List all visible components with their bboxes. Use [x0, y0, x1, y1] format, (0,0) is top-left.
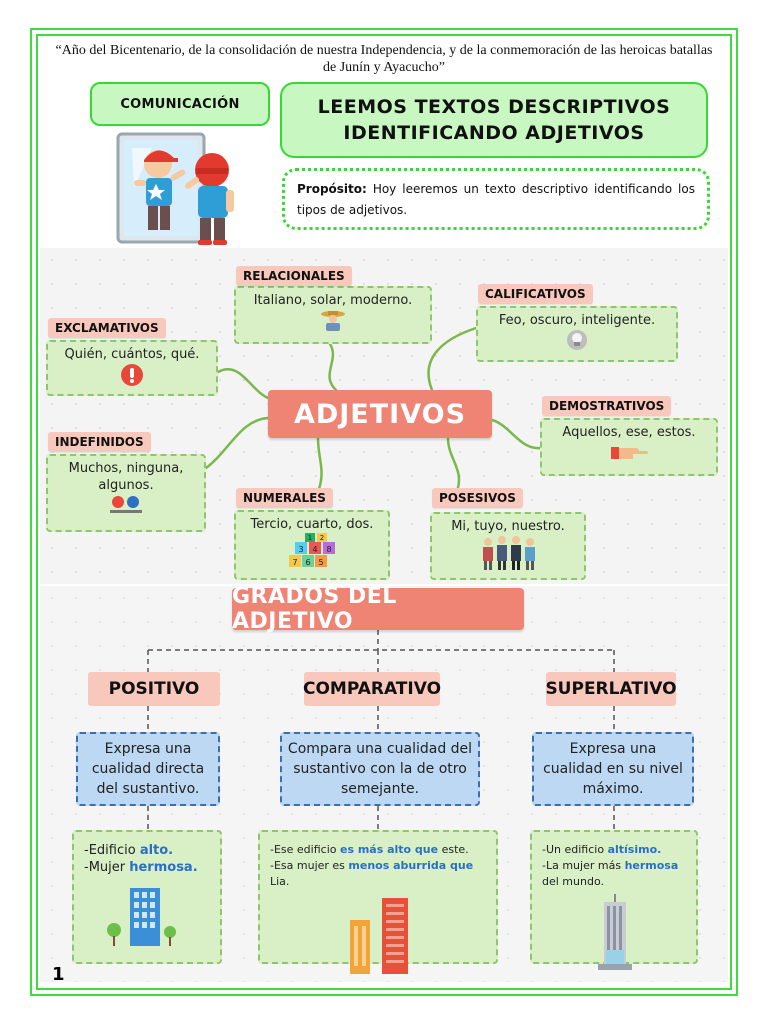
page-number: 1 [52, 964, 65, 985]
people-icon [106, 494, 146, 518]
indefinidos-box [46, 454, 206, 532]
connector-posesivos [448, 438, 459, 494]
comparativo-example-2 [270, 858, 486, 890]
number-cubes-icon [287, 533, 337, 571]
cube-number: 1 [307, 534, 313, 542]
calificativos-label: CALIFICATIVOS [478, 284, 593, 304]
positivo-definition: Expresa una cualidad directa del sustantivo. [76, 732, 220, 806]
two-buildings-icon [270, 898, 488, 974]
example-text: -Edificio [84, 843, 140, 858]
superlativo-example-2 [542, 858, 686, 890]
national-motto: “Año del Bicentenario, de la consolidación de nuestra Independencia, y de la conmemoración de las heroicas batallas de Junín y Ayacucho” [55, 43, 713, 75]
exclamation-icon [119, 363, 145, 387]
demostrativos-box [540, 418, 718, 476]
numerales-label: NUMERALES [236, 488, 333, 508]
relacionales-label: RELACIONALES [236, 266, 352, 286]
indefinidos-examples: Muchos, ninguna, algunos. [68, 461, 184, 493]
example-text: -Un edificio [542, 843, 608, 856]
numerales-box [234, 510, 390, 580]
superlativo-definition: Expresa una cualidad en su nivel máximo. [532, 732, 694, 806]
cube-number: 5 [318, 558, 324, 567]
example-text: -Mujer [84, 860, 130, 875]
comparativo-label: COMPARATIVO [304, 672, 440, 706]
posesivos-examples: Mi, tuyo, nuestro. [451, 519, 565, 534]
posesivos-label: POSESIVOS [432, 488, 523, 508]
lesson-title-line1: LEEMOS TEXTOS DESCRIPTIVOS [317, 96, 671, 118]
example-text: -Ese edificio [270, 843, 340, 856]
superlativo-examples [530, 830, 698, 964]
connector-exclamativos [218, 369, 268, 398]
group-people-icon [478, 535, 538, 571]
comparativo-example-1 [270, 842, 486, 858]
cube-number: 7 [292, 558, 298, 567]
example-text: del mundo. [542, 875, 604, 888]
connector-numerales [318, 438, 322, 492]
positivo-example-2 [84, 859, 210, 876]
calificativos-box [476, 306, 678, 362]
cube-number: 6 [305, 558, 311, 567]
cube-number: 4 [312, 545, 318, 554]
example-text: Lia. [270, 875, 290, 888]
pointing-hand-icon [609, 441, 649, 463]
posesivos-box [430, 512, 586, 580]
example-highlight: alto. [139, 843, 174, 858]
skyscraper-icon [542, 894, 690, 970]
purpose-label: Propósito: [297, 182, 367, 196]
numerales-examples: Tercio, cuarto, dos. [250, 517, 374, 532]
superlativo-example-1 [542, 842, 686, 858]
connector-demostrativos [492, 420, 540, 448]
exclamativos-examples: Quién, cuántos, qué. [64, 347, 200, 362]
connector-indefinidos [206, 418, 268, 468]
positivo-examples [72, 830, 222, 964]
comparativo-definition: Compara una cualidad del sustantivo con la de otro semejante. [280, 732, 480, 806]
example-highlight: hermosa [624, 859, 679, 872]
example-highlight: hermosa. [129, 860, 198, 875]
cube-number: 8 [326, 545, 332, 554]
superlativo-label: SUPERLATIVO [546, 672, 676, 706]
demostrativos-label: DEMOSTRATIVOS [542, 396, 671, 416]
adjetivos-center-node: ADJETIVOS [268, 390, 492, 438]
exclamativos-box [46, 340, 218, 396]
grados-title: GRADOS DEL ADJETIVO [232, 588, 524, 630]
example-text: -Esa mujer es [270, 859, 349, 872]
subject-badge: COMUNICACIÓN [90, 82, 270, 126]
example-text: este. [438, 843, 469, 856]
indefinidos-label: INDEFINIDOS [48, 432, 151, 452]
connector-calificativos [429, 328, 476, 390]
calificativos-examples: Feo, oscuro, inteligente. [498, 313, 656, 328]
lightbulb-icon [564, 329, 590, 351]
comparativo-examples [258, 830, 498, 964]
farmer-icon [320, 309, 346, 331]
relacionales-examples: Italiano, solar, moderno. [253, 293, 413, 308]
relacionales-box [234, 286, 432, 344]
positivo-label: POSITIVO [88, 672, 220, 706]
example-highlight: altísimo. [607, 843, 662, 856]
demostrativos-examples: Aquellos, ese, estos. [562, 425, 696, 440]
cube-number: 3 [298, 545, 304, 554]
connector-relacionales [330, 344, 336, 390]
example-highlight: menos aburrida que [348, 859, 474, 872]
exclamativos-label: EXCLAMATIVOS [48, 318, 166, 338]
example-text: -La mujer más [542, 859, 625, 872]
lesson-title-line2: IDENTIFICANDO ADJETIVOS [343, 122, 645, 144]
positivo-example-1 [84, 842, 210, 859]
example-highlight: es más alto que [339, 843, 439, 856]
building-trees-icon [84, 882, 212, 946]
purpose-text: Hoy leeremos un texto descriptivo identificando los tipos de adjetivos. [297, 182, 695, 217]
cube-number: 2 [319, 534, 325, 542]
